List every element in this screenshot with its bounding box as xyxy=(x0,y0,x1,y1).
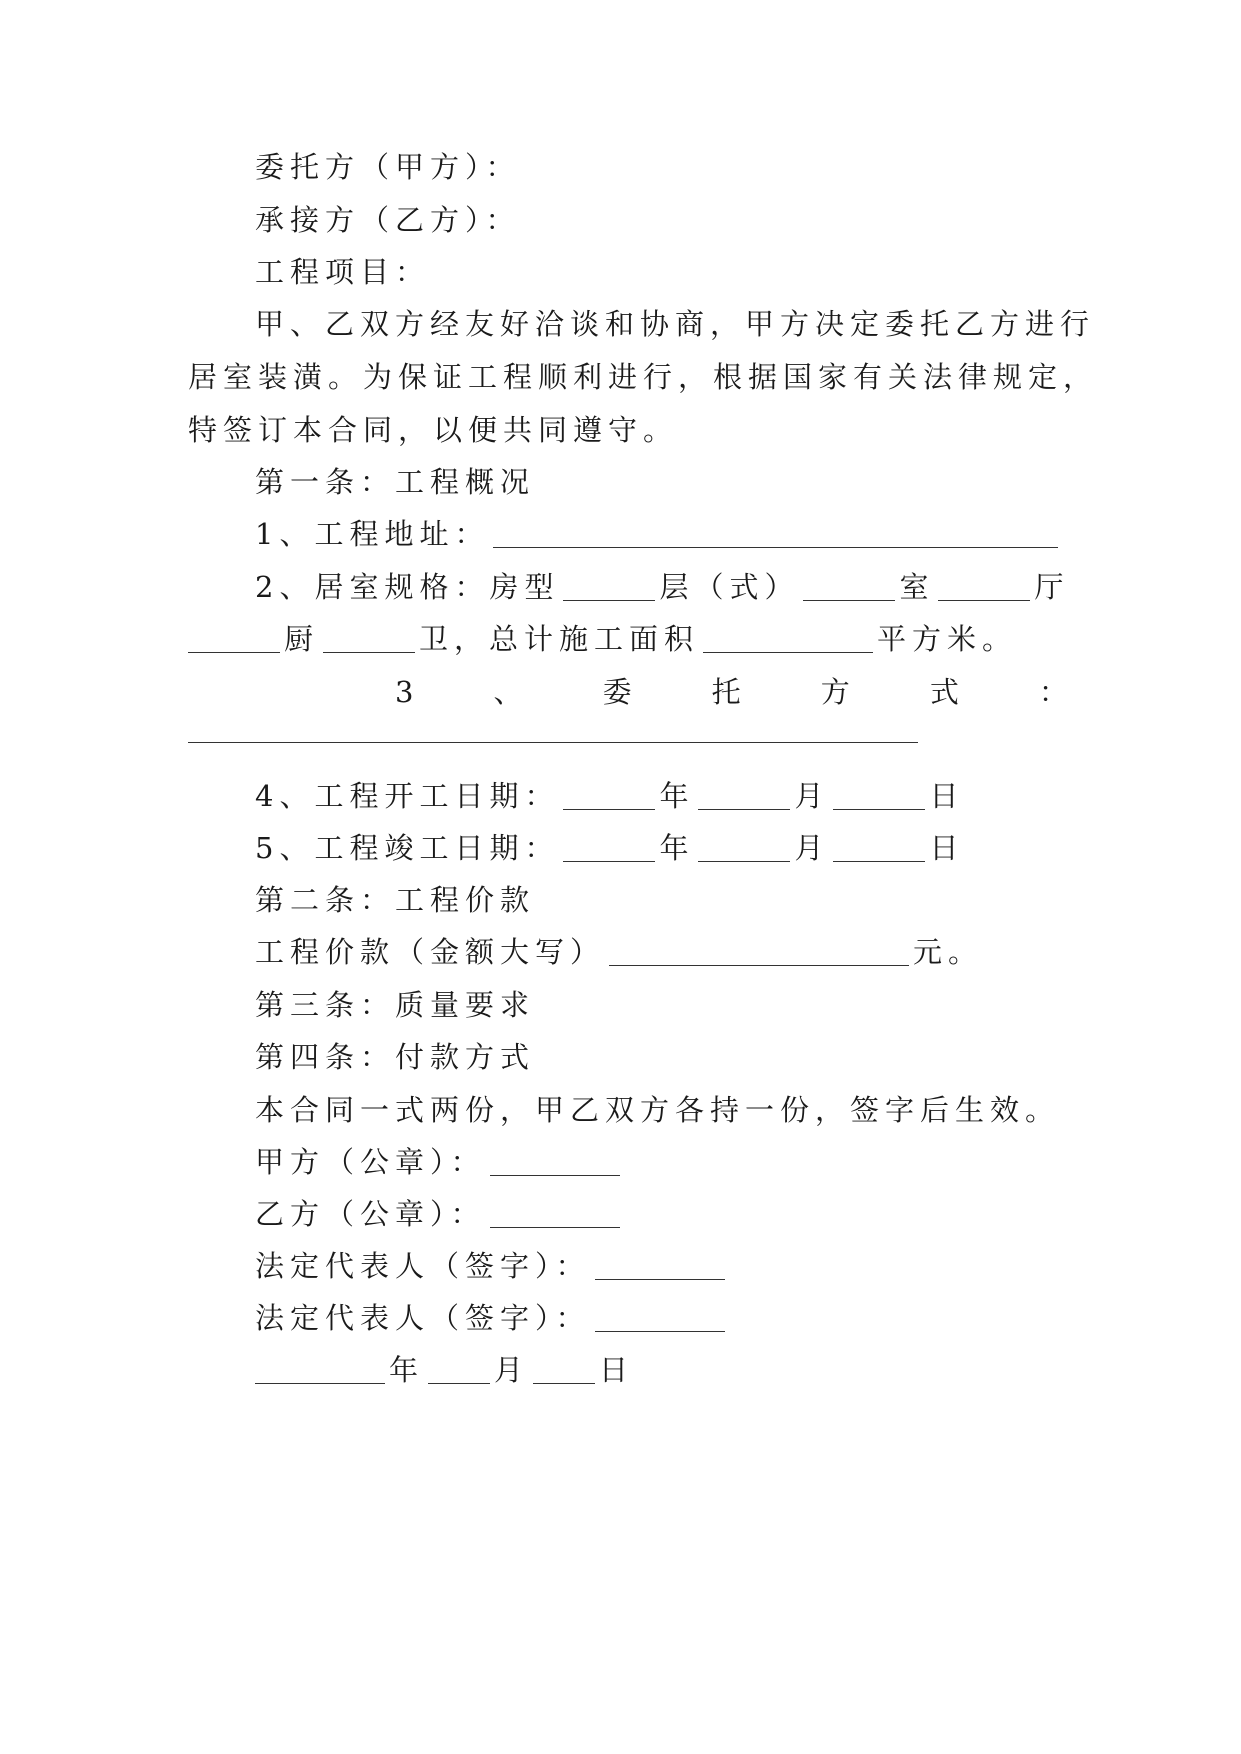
commission-char-tuo: 托 xyxy=(711,675,741,709)
preamble-text-2: 居室装潢。为保证工程顺利进行，根据国家有关法律规定， xyxy=(188,360,1099,394)
start-year-label: 年 xyxy=(659,779,695,813)
floor-style-label: 层（式） xyxy=(659,570,800,604)
commission-char-comma: 、 xyxy=(493,675,523,709)
article-4-heading xyxy=(255,1037,1068,1077)
room-type-label: 2、居室规格：房型 xyxy=(255,570,560,604)
article-3-title: 第三条：质量要求 xyxy=(255,988,536,1022)
signing-day-blank[interactable] xyxy=(533,1357,595,1384)
completion-month-label: 月 xyxy=(794,831,830,865)
legal-rep-a-blank[interactable] xyxy=(595,1253,725,1280)
commission-char-fang: 方 xyxy=(820,675,850,709)
signing-year-label: 年 xyxy=(389,1353,425,1387)
address-label: 1、工程地址： xyxy=(255,517,490,551)
start-day-blank[interactable] xyxy=(833,783,925,810)
commission-char-3: 3 xyxy=(395,675,414,709)
effect-clause-text: 本合同一式两份，甲乙双方各持一份，签字后生效。 xyxy=(255,1093,1061,1127)
bathrooms-blank[interactable] xyxy=(323,626,415,653)
party-b-seal-line xyxy=(255,1194,1068,1234)
legal-rep-b-line xyxy=(255,1298,1068,1338)
start-day-label: 日 xyxy=(929,779,965,813)
rooms-blank[interactable] xyxy=(803,574,895,601)
start-date-line xyxy=(255,776,1068,816)
completion-date-label: 5、工程竣工日期： xyxy=(255,831,560,865)
party-a-seal-line xyxy=(255,1142,1068,1182)
signing-month-blank[interactable] xyxy=(428,1357,490,1384)
start-year-blank[interactable] xyxy=(563,783,655,810)
contractor-party-line xyxy=(255,200,1068,240)
party-b-seal-blank[interactable] xyxy=(490,1201,620,1228)
commission-method-line xyxy=(255,672,1068,712)
party-b-seal-label: 乙方（公章）： xyxy=(255,1197,486,1231)
article-2-title: 第二条：工程价款 xyxy=(255,883,536,917)
preamble-line-2 xyxy=(188,357,1099,397)
contractor-party-label: 承接方（乙方）： xyxy=(255,203,521,237)
party-a-seal-label: 甲方（公章）： xyxy=(255,1145,486,1179)
kitchen-label: 厨 xyxy=(284,622,320,656)
price-line xyxy=(255,932,1068,972)
hall-label: 厅 xyxy=(1034,570,1070,604)
article-4-title: 第四条：付款方式 xyxy=(255,1040,536,1074)
preamble-line-3 xyxy=(188,410,1068,450)
price-blank[interactable] xyxy=(609,939,909,966)
legal-rep-a-line xyxy=(255,1246,1068,1286)
yuan-label: 元。 xyxy=(913,935,984,969)
completion-day-blank[interactable] xyxy=(833,835,925,862)
completion-year-blank[interactable] xyxy=(563,835,655,862)
legal-rep-a-label: 法定代表人（签字）： xyxy=(255,1249,591,1283)
client-party-line xyxy=(255,147,1068,187)
completion-day-label: 日 xyxy=(929,831,965,865)
signing-day-label: 日 xyxy=(599,1353,635,1387)
preamble-line-1 xyxy=(255,304,1096,344)
commission-char-wei: 委 xyxy=(602,675,632,709)
area-blank[interactable] xyxy=(703,626,873,653)
completion-year-label: 年 xyxy=(659,831,695,865)
legal-rep-b-blank[interactable] xyxy=(595,1305,725,1332)
commission-char-colon: ： xyxy=(1038,675,1068,709)
signing-month-label: 月 xyxy=(494,1353,530,1387)
commission-char-shi: 式 xyxy=(929,675,959,709)
project-label: 工程项目： xyxy=(255,255,431,289)
legal-rep-b-label: 法定代表人（签字）： xyxy=(255,1301,591,1335)
halls-blank[interactable] xyxy=(938,574,1030,601)
article-2-heading xyxy=(255,880,1068,920)
room-spec-line-1 xyxy=(255,567,1068,607)
room-spec-line-2 xyxy=(188,619,1068,659)
article-1-title: 第一条：工程概况 xyxy=(255,465,536,499)
start-month-label: 月 xyxy=(794,779,830,813)
preamble-text-3: 特签订本合同，以便共同遵守。 xyxy=(188,413,679,447)
bathroom-area-label: 卫，总计施工面积 xyxy=(419,622,700,656)
article-1-heading xyxy=(255,462,1068,502)
price-label: 工程价款（金额大写） xyxy=(255,935,606,969)
effect-clause-line xyxy=(255,1090,1068,1130)
square-meters-label: 平方米。 xyxy=(877,622,1018,656)
room-label: 室 xyxy=(899,570,935,604)
address-blank[interactable] xyxy=(493,521,1058,548)
completion-date-line xyxy=(255,828,1068,868)
start-month-blank[interactable] xyxy=(698,783,790,810)
article-3-heading xyxy=(255,985,1068,1025)
start-date-label: 4、工程开工日期： xyxy=(255,779,560,813)
address-line xyxy=(255,514,1068,554)
room-type-blank[interactable] xyxy=(563,574,655,601)
party-a-seal-blank[interactable] xyxy=(490,1149,620,1176)
completion-month-blank[interactable] xyxy=(698,835,790,862)
kitchens-blank[interactable] xyxy=(188,626,280,653)
preamble-text-1: 甲、乙双方经友好洽谈和协商，甲方决定委托乙方进行 xyxy=(255,307,1096,341)
signing-year-blank[interactable] xyxy=(255,1357,385,1384)
signing-date-line xyxy=(255,1350,1068,1390)
commission-method-blank[interactable] xyxy=(188,742,918,743)
client-party-label: 委托方（甲方）： xyxy=(255,150,521,184)
project-line xyxy=(255,252,1068,292)
